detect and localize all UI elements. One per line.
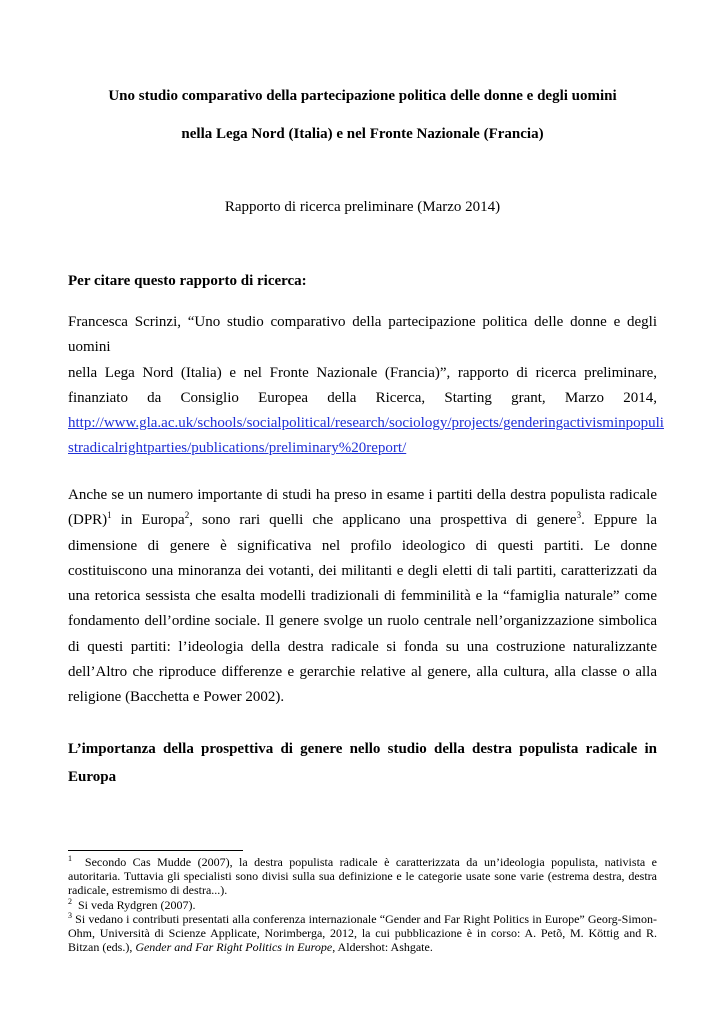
intro-text-c: , sono rari quelli che applicano una prospettiva di genere	[189, 512, 577, 529]
footnote-ref-2[interactable]: 2	[184, 510, 190, 521]
title-line-2: nella Lega Nord (Italia) e nel Fronte Nazionale (Francia)	[181, 126, 544, 142]
section-heading: L’importanza della prospettiva di genere nello studio della destra populista radicale in Europa	[68, 741, 657, 785]
intro-text-a: Anche se un numero importante di studi ha preso in esame i partiti della destra populista radicale (DPR)	[68, 487, 657, 529]
footnote-text: Secondo Cas Mudde (2007), la destra populista radicale è caratterizzata da un’ideologia populista, nativista e autoritaria. Tuttavia gli specialisti sono divisi sulla sua definizione e le categorie usate sone varie (estrema destra, destra radicale, estremismo di destra...).	[68, 855, 657, 898]
footnote-divider	[68, 850, 243, 851]
footnote-3	[68, 912, 657, 955]
footnote-number: 1	[68, 854, 72, 863]
title-line-1: Uno studio comparativo della partecipazione politica delle donne e degli uomini	[108, 88, 617, 104]
footnote-ref-1[interactable]: 1	[107, 510, 112, 521]
citation-line-2: nella Lega Nord (Italia) e nel Fronte Nazionale (Francia)”, rapporto di ricerca preliminare,	[68, 364, 657, 381]
citation-line-3: finanziato da Consiglio Europea della Ricerca, Starting grant, Marzo 2014,	[68, 389, 657, 406]
report-subtitle: Rapporto di ricerca preliminare (Marzo 2014)	[224, 199, 501, 215]
footnote-number: 2	[68, 896, 72, 906]
intro-text-b: in Europa	[111, 512, 185, 529]
footnote-number: 3	[68, 910, 72, 920]
report-url-link-line-1[interactable]: http://www.gla.ac.uk/schools/socialpolitical/research/sociology/projects/genderingactivisminpopuli	[68, 415, 664, 432]
report-url-link-line-2[interactable]: stradicalrightparties/publications/preliminary%20report/	[68, 440, 407, 457]
book-title: Gender and Far Right Politics in Europe	[135, 940, 333, 955]
intro-text-d: . Eppure la dimensione di genere è significativa nel profilo ideologico di questi partiti. Le donne costituiscono una minoranza dei votanti, dei militanti e degli eletti di tali partiti, caratterizzati da una retorica sessista che esalta modelli tradizionali di femminilità e la “famiglia naturale” come fondamento dell’ordine sociale. Il genere svolge un ruolo centrale nell’organizzazione simbolica di questi partiti: l’ideologia della destra radicale si fonda su una costruzione naturalizzante dell’Altro che riproduce differenze e gerarchie relative al genere, alla cultura, alla classe o alla religione (Bacchetta e Power 2002).	[68, 512, 658, 706]
footnote-1	[68, 855, 657, 898]
footnote-2	[68, 898, 657, 912]
citation-paragraph	[68, 310, 664, 462]
citation-heading: Per citare questo rapporto di ricerca:	[68, 273, 307, 289]
footnote-text-end: , Aldershot: Ashgate.	[332, 940, 433, 955]
citation-line-1: Francesca Scrinzi, “Uno studio comparativo della partecipazione politica delle donne e degli uomini	[68, 314, 657, 356]
footnote-ref-3[interactable]: 3	[576, 510, 582, 521]
intro-paragraph	[68, 483, 657, 711]
footnote-text: Si vedano i contributi presentati alla conferenza internazionale “Gender and Far Right Politics in Europe” Georg-Simon-Ohm, Università di Scienze Applicate, Norimberga, 2012, la cui pubblicazione è in corso: A. Petõ, M. Köttig and R. Bitzan (eds.),	[68, 911, 657, 955]
footnotes	[68, 855, 657, 954]
footnote-text: Si veda Rydgren (2007).	[78, 897, 196, 912]
